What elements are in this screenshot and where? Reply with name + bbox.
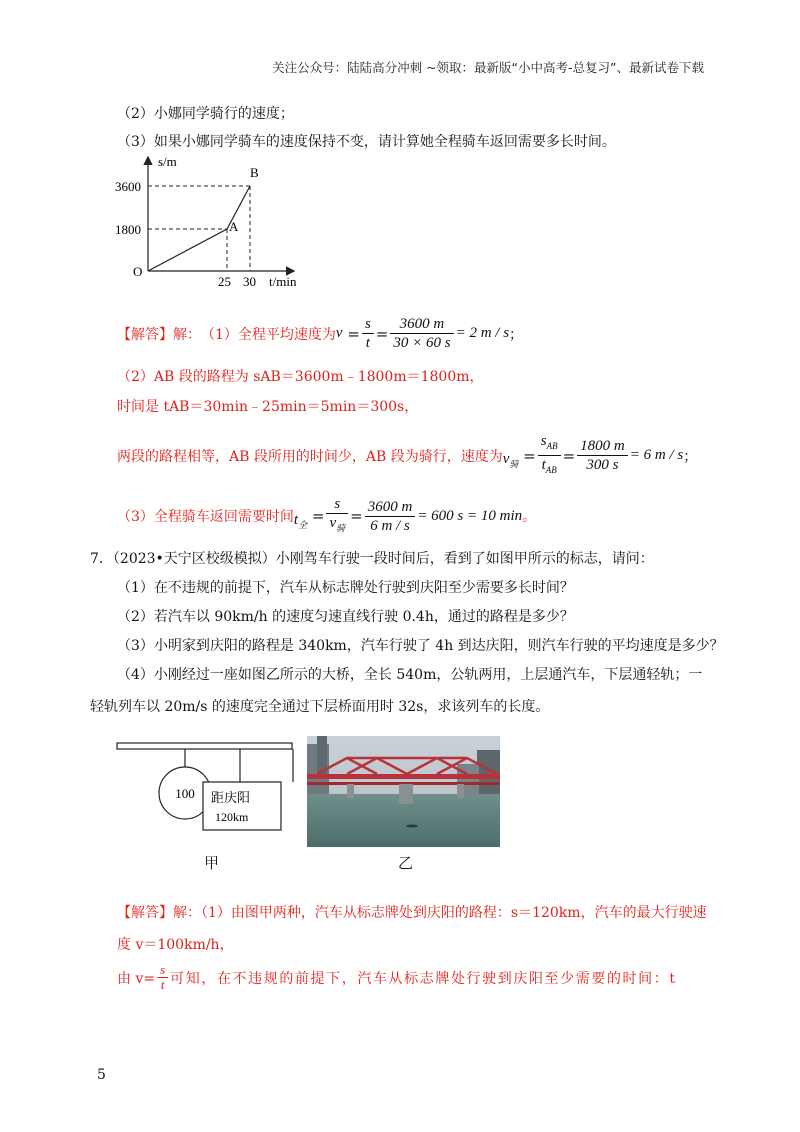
caption-yi: 乙 [398,854,414,872]
fraction-values: $\frac{1800 m}{300 s}$ [577,437,628,474]
x-tick-30: 30 [243,274,256,289]
answer7-line3: 由 v= $\frac{s}{t}$ 可知，在不违规的前提下，汽车从标志牌处行驶到庆阳至少需要的时间：t [117,962,677,992]
origin-label: O [133,264,143,279]
y-tick-3600: 3600 [115,179,141,194]
fraction-s-over-v: $\frac{s}{v_骑}$ [326,495,348,537]
answer-tag: 【解答】 [117,326,173,343]
fraction-s-over-t: $\frac{s}{t}$ [362,315,374,352]
x-tick-25: 25 [218,274,231,289]
answer-jie: 解： [173,326,201,343]
distance-time-graph [115,150,315,290]
var-t-total: $t_全$ [293,511,308,530]
page-header: 关注公众号：陆陆高分冲刺 ~领取：最新版“小中高考-总复习”、最新试卷下载 [272,60,704,75]
q7-part4b: 轻轨列车以 20m/s 的速度完全通过下层桥面用时 32s，求该列车的长度。 [90,699,550,715]
fraction-values: $\frac{3600 m}{6 m / s}$ [365,498,416,535]
q7-intro: 7．（2023•天宁区校级模拟）小刚驾车行驶一段时间后，看到了如图甲所示的标志，请问： [90,551,654,567]
speed-limit-value: 100 [175,786,195,801]
sign-bar [117,743,292,749]
page-number: 5 [97,1067,106,1083]
fraction-s-over-t: $\frac{s}{t}$ [157,963,168,992]
fraction-values: $\frac{3600 m}{30 \times 60 s}$ [390,315,453,352]
bridge-pier [399,784,413,804]
bridge-photo [307,736,500,847]
point-a-label: A [229,219,239,234]
y-tick-1800: 1800 [115,222,141,237]
answer6-line5: （3）全程骑车返回需要时间 $t_全$ = $\frac{s}{v_骑}$ = $\frac{3600 m}{6 m / s}$ = 600 s = 10 min 。 [117,495,536,537]
answer7-line2: 度 v＝100km/h， [117,937,234,953]
x-axis-label: t/min [269,274,297,289]
y-axis-label: s/m [158,154,177,169]
point-b-label: B [250,165,259,180]
fraction-sab-over-tab: $\frac{s_{AB}}{t_{AB}}$ [538,432,561,479]
result: = 6 m / s [629,447,684,463]
answer6-l4-text: 两段的路程相等，AB 段所用的时间少，AB 段为骑行，速度为 [117,448,503,465]
answer6-line3: 时间是 tAB＝30min﹣25min＝5min＝300s， [117,399,419,415]
bridge-deck [307,774,500,779]
distance-sign-dest: 距庆阳 [211,791,251,806]
result: = 2 m / s [455,325,510,341]
q7-part1: （1）在不违规的前提下，汽车从标志牌处行驶到庆阳至少需要多长时间？ [117,580,574,596]
answer6-l5-text: （3）全程骑车返回需要时间 [117,509,294,525]
q7-part2: （2）若汽车以 90km/h 的速度匀速直线行驶 0.4h，通过的路程是多少？ [117,609,574,625]
result: = 600 s = 10 min [417,507,523,524]
q7-part3: （3）小明家到庆阳的路程是 340km，汽车行驶了 4h 到达庆阳，则汽车行驶的平均速度是多少？ [117,638,724,654]
q6-part2: （2）小娜同学骑行的速度； [117,106,294,122]
var-v: v [335,325,343,341]
answer6-l1-text: （1）全程平均速度为 [201,326,336,343]
answer7-line1: 【解答】解：（1）由图甲两种，汽车从标志牌处到庆阳的路程：s＝120km，汽车的最大行驶速 [117,905,707,921]
q7-part4a: （4）小刚经过一座如图乙所示的大桥，全长 540m，公轨两用，上层通汽车，下层通轻轨；一 [117,667,703,683]
distance-sign-value: 120km [215,810,249,824]
caption-jia: 甲 [204,854,220,872]
var-v-ride: $v_骑$ [502,451,519,469]
boat [406,825,418,828]
answer6-line1: 【解答】 解： （1）全程平均速度为 v = $\frac{s}{t}$ = $\frac{3600 m}{30 \times 60 s}$ = 2 m / s ； [117,316,524,351]
answer6-line2: （2）AB 段的路程为 sAB＝3600m﹣1800m＝1800m， [117,369,484,385]
q6-part3: （3）如果小娜同学骑车的速度保持不变，请计算她全程骑车返回需要多长时间。 [117,134,616,150]
road-signs-figure [115,740,295,840]
answer-tag: 【解答】 [117,905,173,921]
answer6-line4: 两段的路程相等，AB 段所用的时间少，AB 段为骑行，速度为 $v_骑$ = $\frac{s_{AB}}{t_{AB}}$ = $\frac{1800 m}{300 s}$ = 6 m / s ； [117,432,697,479]
